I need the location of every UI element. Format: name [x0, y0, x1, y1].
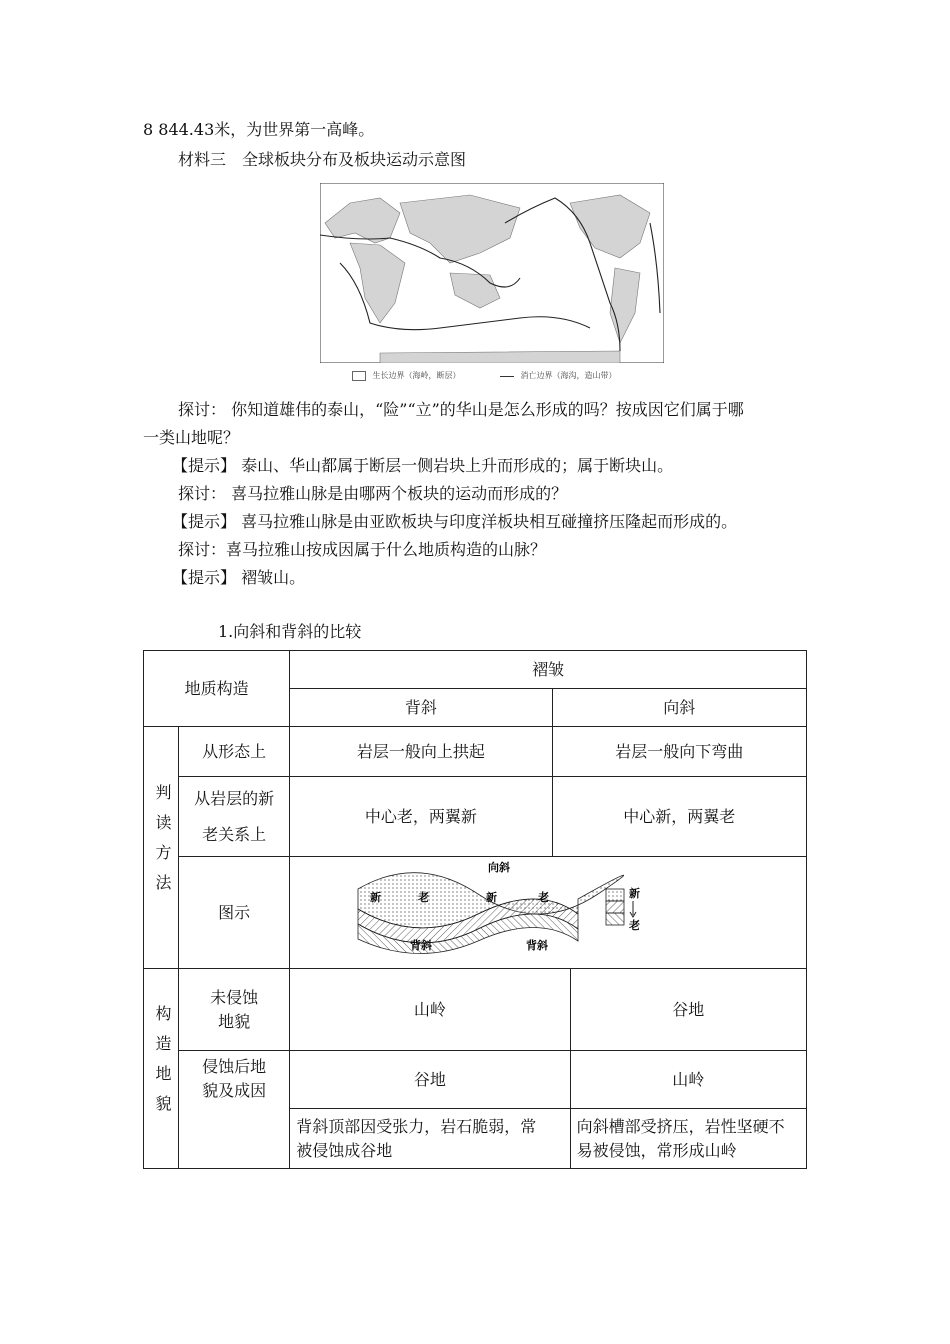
legend-new: 新: [629, 886, 641, 900]
reason-anticline: 背斜顶部因受张力，岩石脆弱，常 被侵蚀成谷地: [290, 1109, 570, 1169]
antarctica-land: [380, 351, 620, 363]
row-uneroded-label: 未侵蚀 地貌: [179, 969, 290, 1051]
label-new: 新: [370, 890, 382, 904]
row-uneroded-syncline: 谷地: [570, 969, 806, 1051]
fold-diagram-cell: [290, 857, 807, 969]
material-title: 材料三 全球板块分布及板块运动示意图: [178, 150, 467, 169]
question-2: 探讨： 喜马拉雅山脉是由哪两个板块的运动而形成的？: [178, 484, 568, 503]
section-title: 1.向斜和背斜的比较: [218, 622, 362, 641]
row-eroded-anticline: 谷地: [290, 1051, 570, 1109]
subduction-boundary-icon: [500, 376, 514, 377]
row-age-syncline: 中心新，两翼老: [552, 777, 806, 857]
row-age-label: 从岩层的新 老关系上: [179, 777, 290, 857]
legend-old: 老: [629, 918, 641, 932]
row-eroded-syncline: 山岭: [570, 1051, 806, 1109]
judge-method-label: 判读方法: [153, 784, 172, 904]
header-syncline: 向斜: [552, 689, 806, 727]
question-1-line-2: 一类山地呢？: [143, 428, 240, 447]
header-anticline: 背斜: [290, 689, 552, 727]
label-old: 老: [418, 890, 430, 904]
landform-cell: [144, 969, 179, 1169]
question-1-line-1: 探讨： 你知道雄伟的泰山，“险”“立”的华山是怎么形成的吗？按成因它们属于哪: [178, 400, 744, 419]
legend-growth: 生长边界（海岭，断层）: [352, 370, 461, 381]
growth-boundary-icon: [352, 371, 366, 381]
hint-2: 【提示】 喜马拉雅山脉是由亚欧板块与印度洋板块相互碰撞挤压隆起而形成的。: [172, 512, 738, 531]
question-3: 探讨：喜马拉雅山按成因属于什么地质构造的山脉？: [178, 540, 547, 559]
row-uneroded-anticline: 山岭: [290, 969, 570, 1051]
legend-layer: [606, 901, 624, 913]
row-age-anticline: 中心老，两翼新: [290, 777, 552, 857]
intro-line: 8 844.43米，为世界第一高峰。: [143, 120, 375, 139]
label-anticline: 背斜: [410, 938, 433, 952]
row-shape-syncline: 岩层一般向下弯曲: [552, 727, 806, 777]
label-anticline: 背斜: [526, 938, 549, 952]
row-shape-anticline: 岩层一般向上拱起: [290, 727, 552, 777]
row-diagram-label: 图示: [179, 857, 290, 969]
landform-label: 构造地貌: [153, 1005, 172, 1125]
comparison-table: [143, 650, 807, 1169]
reason-syncline: 向斜槽部受挤压，岩性坚硬不 易被侵蚀，常形成山岭: [570, 1109, 806, 1169]
legend-subduction: 消亡边界（海沟，造山带）: [500, 370, 617, 381]
header-geo-structure: 地质构造: [144, 651, 290, 727]
header-fold: 褶皱: [290, 651, 807, 689]
judge-method-cell: [144, 727, 179, 969]
label-old: 老: [538, 890, 550, 904]
legend-layer: [606, 913, 624, 925]
hint-1: 【提示】 泰山、华山都属于断层一侧岩块上升而形成的；属于断块山。: [172, 456, 674, 475]
legend-layer: [606, 889, 624, 901]
row-shape-label: 从形态上: [179, 727, 290, 777]
fold-diagram: [348, 859, 748, 967]
label-syncline: 向斜: [488, 860, 511, 874]
hint-3: 【提示】 褶皱山。: [172, 568, 306, 587]
row-eroded-label: 侵蚀后地 貌及成因: [179, 1051, 290, 1169]
label-new: 新: [486, 890, 498, 904]
plate-map: [320, 183, 664, 363]
